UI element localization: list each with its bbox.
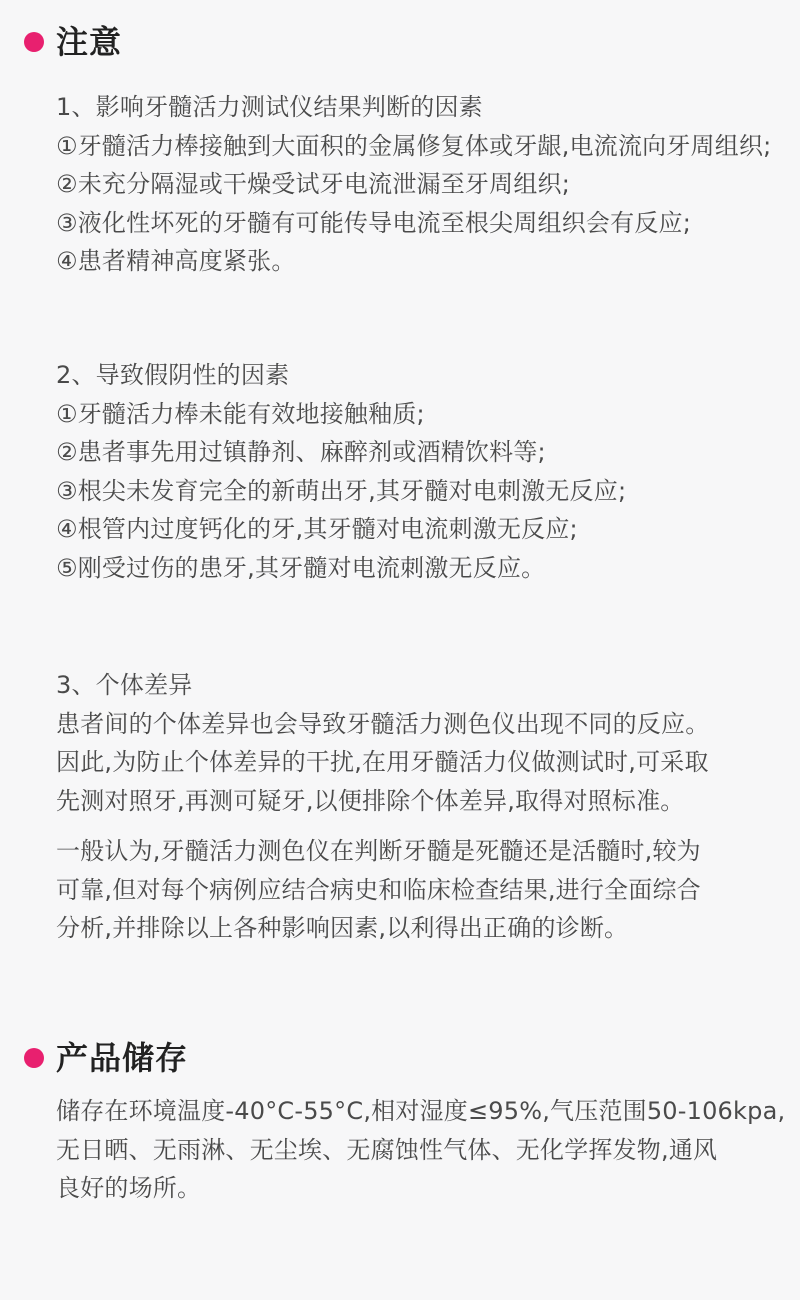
factor3-heading: 3、个体差异: [56, 671, 193, 699]
bullet-dot-icon: [24, 1048, 44, 1068]
factor1-item: ②未充分隔湿或干燥受试牙电流泄漏至牙周组织;: [56, 170, 570, 198]
paragraph-line: 先测对照牙,再测可疑牙,以便排除个体差异,取得对照标准。: [56, 786, 685, 815]
paragraph-line: 分析,并排除以上各种影响因素,以利得出正确的诊断。: [56, 914, 629, 942]
paragraph-line: 患者间的个体差异也会导致牙髓活力测色仪出现不同的反应。: [56, 709, 710, 738]
storage-line: 无日晒、无雨淋、无尘埃、无腐蚀性气体、无化学挥发物,通风: [56, 1135, 718, 1164]
factor2-heading: 2、导致假阴性的因素: [56, 361, 290, 389]
factor1-block: [56, 88, 772, 281]
paragraph-line: 可靠,但对每个病例应结合病史和临床检查结果,进行全面综合: [56, 875, 701, 904]
paragraph-line: 一般认为,牙髓活力测色仪在判断牙髓是死髓还是活髓时,较为: [56, 837, 701, 865]
factor1-heading: 1、影响牙髓活力测试仪结果判断的因素: [56, 93, 483, 121]
factor2-item: ⑤刚受过伤的患牙,其牙髓对电流刺激无反应。: [56, 553, 546, 582]
factor2-item: ④根管内过度钙化的牙,其牙髓对电流刺激无反应;: [56, 515, 578, 543]
factor1-item: ④患者精神高度紧张。: [56, 247, 296, 275]
factor1-item: ③液化性坏死的牙髓有可能传导电流至根尖周组织会有反应;: [56, 208, 691, 237]
notice-section-header: [24, 22, 122, 62]
storage-line: 良好的场所。: [56, 1174, 202, 1202]
factor3-block: [56, 666, 772, 948]
factor1-item: ①牙髓活力棒接触到大面积的金属修复体或牙龈,电流流向牙周组织;: [56, 131, 772, 160]
factor2-item: ③根尖未发育完全的新萌出牙,其牙髓对电刺激无反应;: [56, 476, 627, 505]
bullet-dot-icon: [24, 32, 44, 52]
factor2-item: ①牙髓活力棒未能有效地接触釉质;: [56, 399, 425, 428]
factor2-block: [56, 356, 772, 587]
storage-line: 储存在环境温度-40°C-55°C,相对湿度≤95%,气压范围50-106kpa,: [56, 1097, 786, 1125]
storage-section-header: [24, 1038, 188, 1078]
storage-block: [56, 1092, 786, 1208]
storage-title: 产品储存: [56, 1039, 189, 1077]
factor2-item: ②患者事先用过镇静剂、麻醉剂或酒精饮料等;: [56, 438, 546, 466]
factor3-paragraph-2: [56, 832, 772, 948]
paragraph-line: 因此,为防止个体差异的干扰,在用牙髓活力仪做测试时,可采取: [56, 748, 709, 776]
factor3-paragraph-1: [56, 705, 772, 821]
notice-title: 注意: [56, 23, 123, 61]
